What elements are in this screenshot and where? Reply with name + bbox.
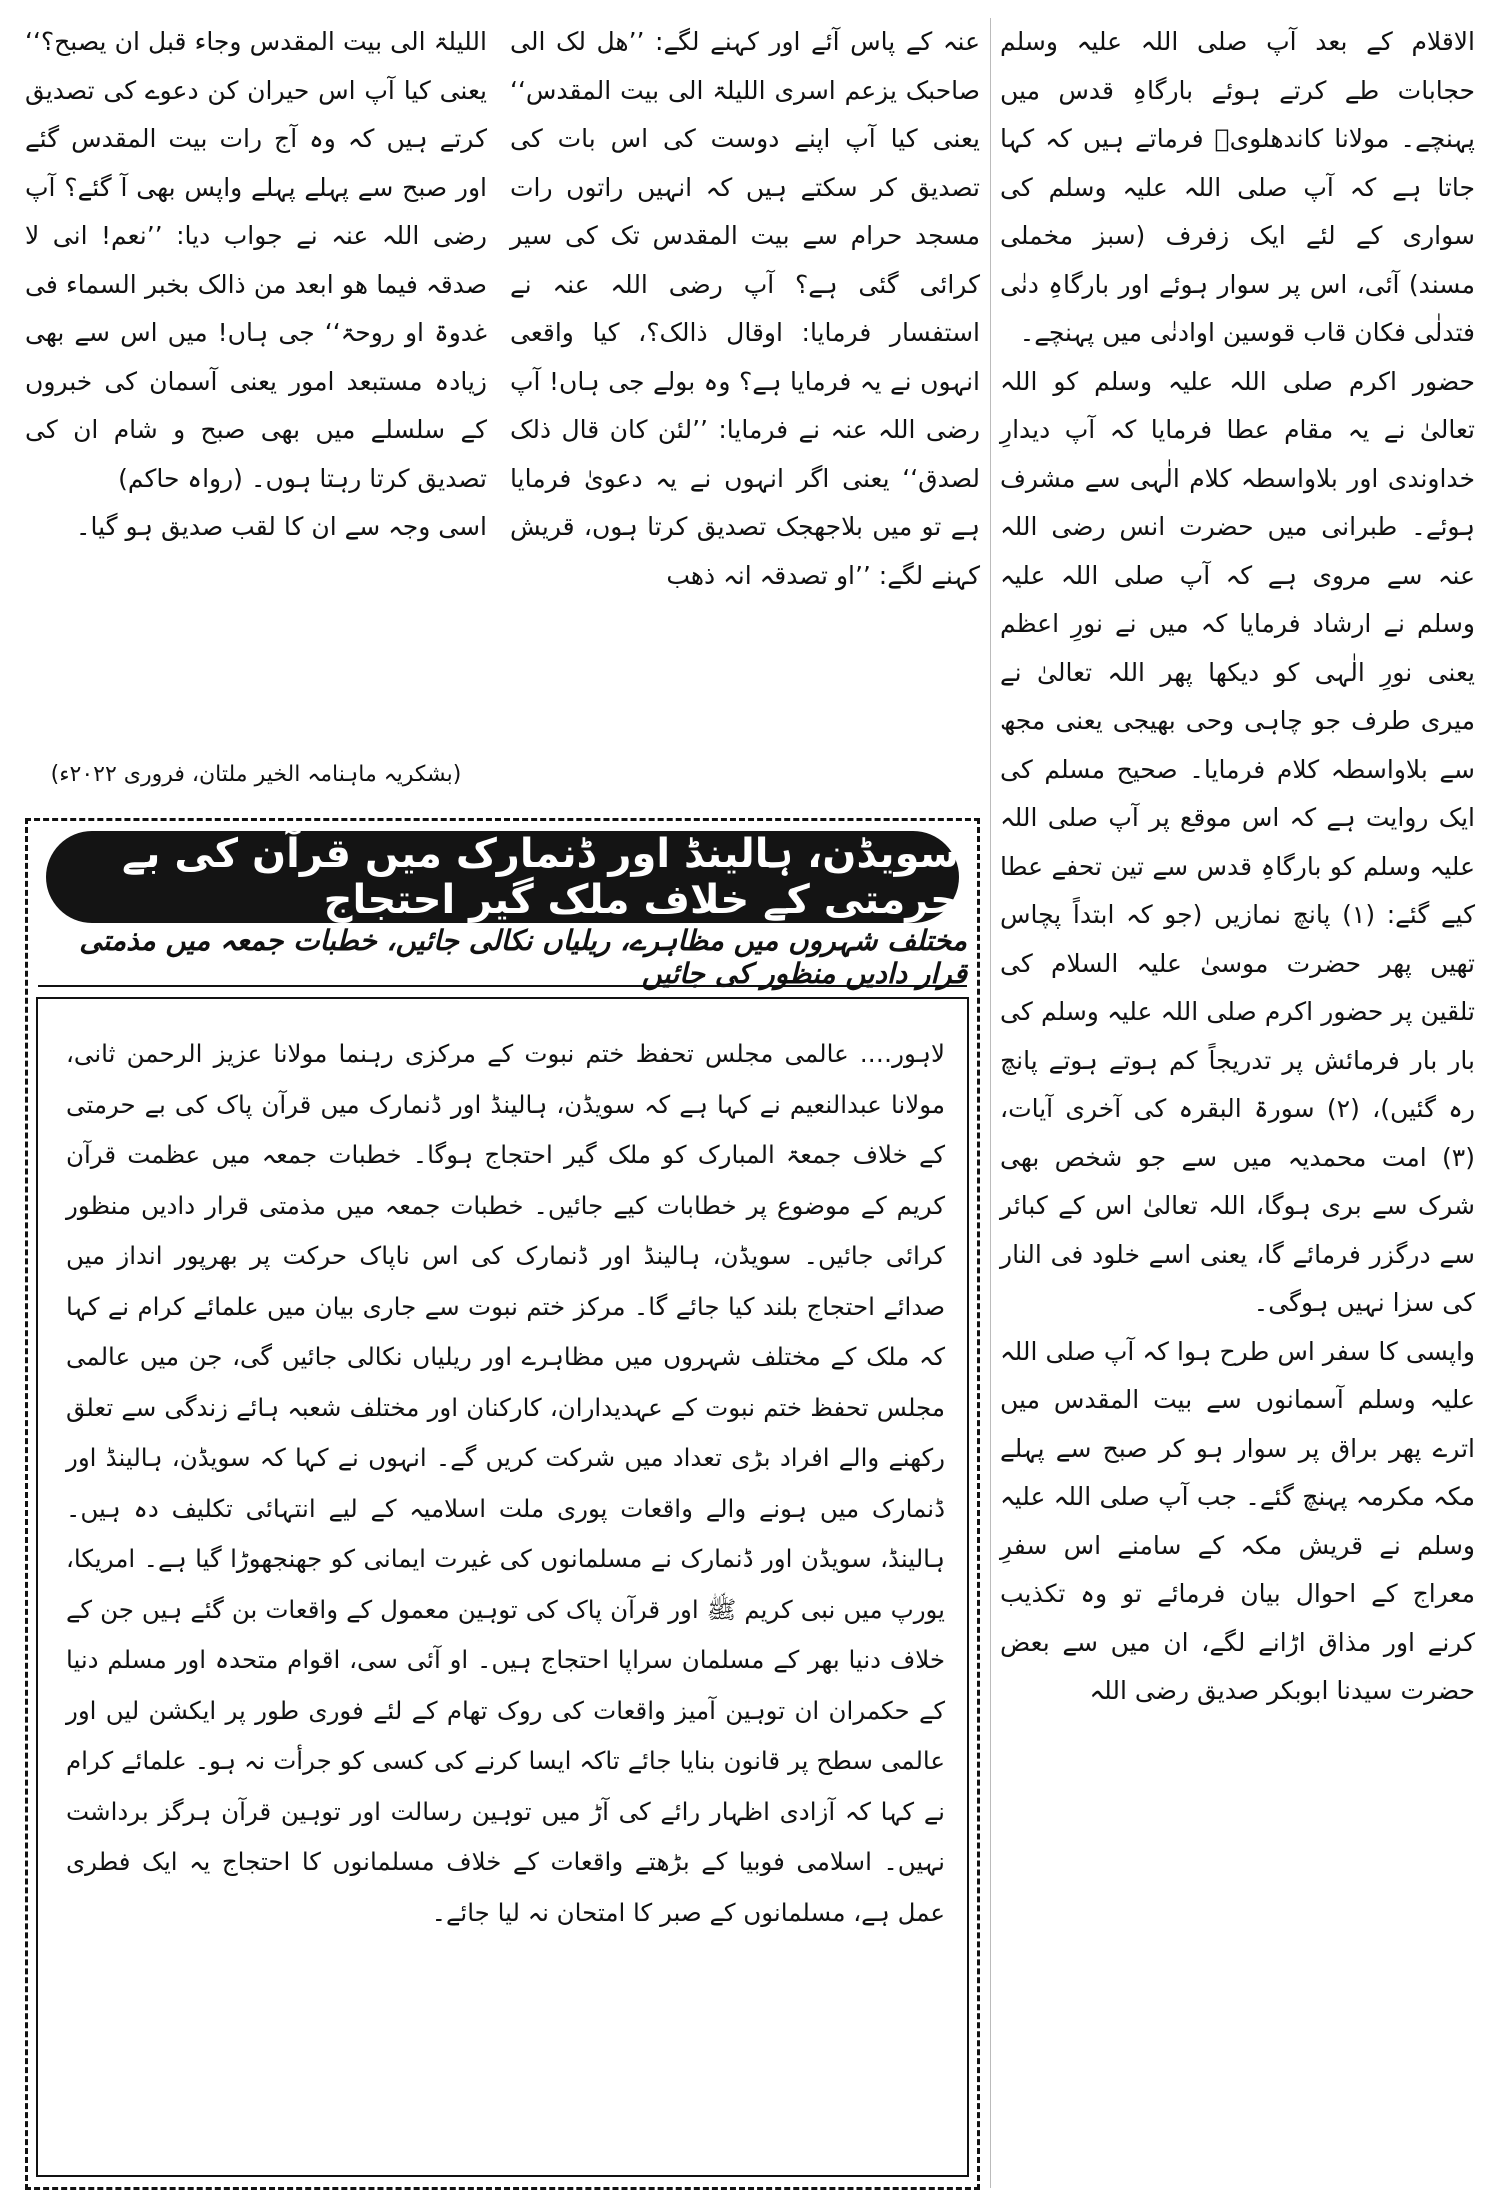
column-divider bbox=[990, 18, 991, 2188]
right-paragraph: الاقلام کے بعد آپ صلی اللہ علیہ وسلم حجابات طے کرتے ہوئے بارگاہِ قدس میں پہنچے۔ مولانا کاندھلویؒ فرماتے ہیں کہ کہا جاتا ہے کہ آپ صلی اللہ علیہ وسلم کی سواری کے لئے ایک زفرف (سبز مخملی مسند) آئی، اس پر سوار ہوئے اور بارگاہِ دنٰی فتدلٰی فکان قاب قوسین اوادنٰی میں پہنچے۔ bbox=[1000, 27, 1475, 347]
news-body-text: لاہور…. عالمی مجلس تحفظ ختم نبوت کے مرکزی رہنما مولانا عزیز الرحمن ثانی، مولانا عبدالنعیم نے کہا ہے کہ سویڈن، ہالینڈ اور ڈنمارک میں قرآن پاک کی بے حرمتی کے خلاف جمعۃ المبارک کو ملک گیر احتجاج ہوگا۔ خطبات جمعہ میں عظمت قرآن کریم کے موضوع پر خطابات کیے جائیں۔ خطبات جمعہ میں مذمتی قرار دادیں منظور کرائی جائیں۔ سویڈن، ہالینڈ اور ڈنمارک کی اس ناپاک حرکت پر بھرپور انداز میں صدائے احتجاج بلند کیا جائے گا۔ مرکز ختم نبوت سے جاری بیان میں علمائے کرام نے کہا کہ ملک کے مختلف شہروں میں مظاہرے اور ریلیاں نکالی جائیں گی، جن میں عالمی مجلس تحفظ ختم نبوت کے عہدیداران، کارکنان اور مختلف شعبہ ہائے زندگی سے تعلق رکھنے والے افراد بڑی تعداد میں شرکت کریں گے۔ انہوں نے کہا کہ سویڈن، ہالینڈ اور ڈنمارک میں ہونے والے واقعات پوری ملت اسلامیہ کے لیے انتہائی تکلیف دہ ہیں۔ ہالینڈ، سویڈن اور ڈنمارک نے مسلمانوں کی غیرت ایمانی کو جھنجھوڑا گیا ہے۔ امریکا، یورپ میں نبی کریم ﷺ اور قرآن پاک کی توہین معمول کے واقعات بن گئے ہیں جن کے خلاف دنیا بھر کے مسلمان سراپا احتجاج ہیں۔ او آئی سی، اقوام متحدہ اور مسلم دنیا کے حکمران ان توہین آمیز واقعات کی روک تھام کے لئے فوری طور پر ایکشن لیں اور عالمی سطح پر قانون بنایا جائے تاکہ ایسا کرنے کی کسی کو جرأت نہ ہو۔ علمائے کرام نے کہا کہ آزادی اظہار رائے کی آڑ میں توہین رسالت اور توہین قرآن ہرگز برداشت نہیں۔ اسلامی فوبیا کے بڑھتے واقعات کے خلاف مسلمانوں کا احتجاج یہ ایک فطری عمل ہے، مسلمانوں کے صبر کا امتحان نہ لیا جائے۔ bbox=[66, 1039, 945, 1927]
middle-paragraph: عنہ کے پاس آئے اور کہنے لگے: ’’ھل لک الی صاحبک یزعم اسری اللیلۃ الی بیت المقدس‘‘ یعنی کیا آپ اپنے دوست کی اس بات کی تصدیق کر سکتے ہیں کہ انہیں راتوں رات مسجد حرام سے بیت المقدس تک کی سیر کرائی گئی ہے؟ آپ رضی اللہ عنہ نے استفسار فرمایا: اوقال ذالک؟، کیا واقعی انہوں نے یہ فرمایا ہے؟ وہ بولے جی ہاں! آپ رضی اللہ عنہ نے فرمایا: ’’لئن کان قال ذلک لصدق‘‘ یعنی اگر انہوں نے یہ دعویٰ فرمایا ہے تو میں بلاجھجک تصدیق کرتا ہوں، قریش کہنے لگے: ’’او تصدقہ انہ ذھب bbox=[510, 27, 980, 590]
middle-column bbox=[510, 18, 980, 600]
left-paragraph: اسی وجہ سے ان کا لقب صدیق ہو گیا۔ bbox=[75, 512, 487, 541]
news-box bbox=[25, 818, 980, 2190]
right-column bbox=[1000, 18, 1475, 1716]
news-subheadline: مختلف شہروں میں مظاہرے، ریلیاں نکالی جائیں، خطبات جمعہ میں مذمتی قرار دادیں منظور کی جائیں bbox=[38, 929, 967, 987]
source-credit: (بشکریہ ماہنامہ الخیر ملتان، فروری ۲۰۲۲ء) bbox=[50, 762, 462, 787]
news-body-frame bbox=[36, 997, 969, 2177]
right-paragraph: حضور اکرم صلی اللہ علیہ وسلم کو اللہ تعالیٰ نے یہ مقام عطا فرمایا کہ آپ دیدارِ خداوندی اور بلاواسطہ کلام الٰہی سے مشرف ہوئے۔ طبرانی میں حضرت انس رضی اللہ عنہ سے مروی ہے کہ آپ صلی اللہ علیہ وسلم نے ارشاد فرمایا کہ میں نے نورِ اعظم یعنی نورِ الٰہی کو دیکھا پھر اللہ تعالیٰ نے میری طرف جو چاہی وحی بھیجی یعنی مجھ سے بلاواسطہ کلام فرمایا۔ صحیح مسلم کی ایک روایت ہے کہ اس موقع پر آپ صلی اللہ علیہ وسلم کو بارگاہِ قدس سے تین تحفے عطا کیے گئے: (۱) پانچ نمازیں (جو کہ ابتداً پچاس تھیں پھر حضرت موسیٰ علیہ السلام کی تلقین پر حضور اکرم صلی اللہ علیہ وسلم کی بار بار فرمائش پر تدریجاً کم ہوتے ہوتے پانچ رہ گئیں)، (۲) سورۃ البقرہ کی آخری آیات، (۳) امت محمدیہ میں سے جو شخص بھی شرک سے بری ہوگا، اللہ تعالیٰ اس کے کبائر سے درگزر فرمائے گا، یعنی اسے خلود فی النار کی سزا نہیں ہوگی۔ bbox=[1000, 366, 1475, 1317]
news-headline: سویڈن، ہالینڈ اور ڈنمارک میں قرآن کی بے حرمتی کے خلاف ملک گیر احتجاج bbox=[121, 831, 959, 923]
left-paragraph: اللیلۃ الی بیت المقدس وجاء قبل ان یصبح؟‘‘ یعنی کیا آپ اس حیران کن دعوے کی تصدیق کرتے ہیں کہ وہ آج رات بیت المقدس گئے اور صبح سے پہلے پہلے واپس بھی آ گئے؟ آپ رضی اللہ عنہ نے جواب دیا: ’’نعم! انی لا صدقہ فیما ھو ابعد من ذالک بخبر السماء فی غدوۃ او روحۃ‘‘ جی ہاں! میں اس سے بھی زیادہ مستبعد امور یعنی آسمان کی خبروں کے سلسلے میں بھی صبح و شام ان کی تصدیق کرتا رہتا ہوں۔ (رواہ حاکم) bbox=[25, 27, 487, 493]
news-body bbox=[66, 1029, 945, 1938]
right-paragraph: واپسی کا سفر اس طرح ہوا کہ آپ صلی اللہ علیہ وسلم آسمانوں سے بیت المقدس میں اترے پھر براق پر سوار ہو کر صبح سے پہلے مکہ مکرمہ پہنچ گئے۔ جب آپ صلی اللہ علیہ وسلم نے قریش مکہ کے سامنے اس سفرِ معراج کے احوال بیان فرمائے تو وہ تکذیب کرنے اور مذاق اڑانے لگے، ان میں سے بعض حضرت سیدنا ابوبکر صدیق رضی اللہ bbox=[1000, 1336, 1475, 1705]
headline-banner bbox=[46, 831, 959, 923]
left-column bbox=[25, 18, 487, 552]
